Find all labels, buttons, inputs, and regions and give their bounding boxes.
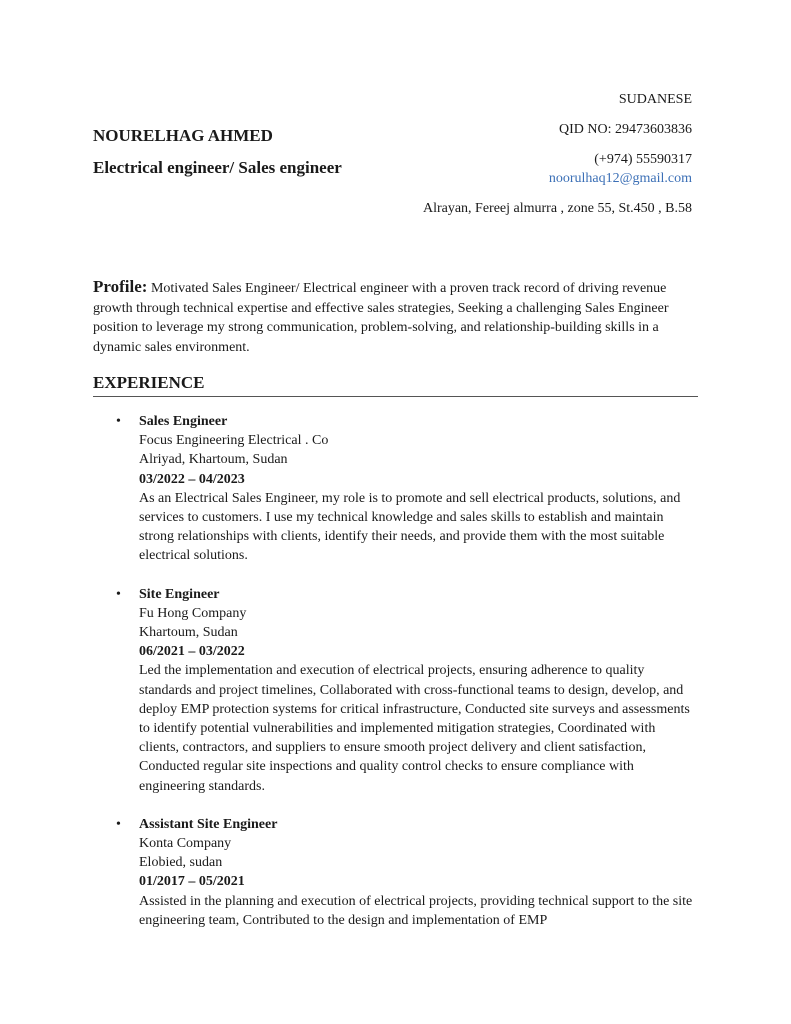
- candidate-name: NOURELHAG AHMED: [93, 126, 273, 145]
- job-title: Site Engineer: [139, 586, 220, 602]
- job-company: Konta Company: [139, 836, 232, 852]
- experience-list: [116, 412, 698, 949]
- bullet-icon: •: [116, 414, 121, 429]
- job-dates: 01/2017 – 05/2021: [139, 874, 245, 890]
- phone-number: (+974) 55590317: [594, 152, 692, 167]
- nationality: SUDANESE: [618, 92, 692, 107]
- job-description: Assisted in the planning and execution of electrical projects, providing technical support to the site engineering team, Contributed to the design and implementation of EMP: [139, 893, 693, 928]
- profile-label: Profile:: [93, 277, 148, 296]
- job-item: [116, 815, 698, 930]
- job-dates: 06/2021 – 03/2022: [139, 644, 245, 660]
- job-company: Fu Hong Company: [139, 605, 247, 621]
- job-company: Focus Engineering Electrical . Co: [139, 433, 329, 449]
- header-left: [93, 124, 342, 180]
- profile-section: [93, 277, 698, 357]
- bullet-icon: •: [116, 816, 121, 832]
- contact-block: [412, 90, 692, 218]
- candidate-role: Electrical engineer/ Sales engineer: [93, 158, 342, 177]
- job-title: Assistant Site Engineer: [139, 816, 278, 832]
- experience-heading: EXPERIENCE: [93, 372, 698, 397]
- address: Alrayan, Fereej almurra , zone 55, St.450 , B.58: [422, 201, 692, 216]
- qid-number: QID NO: 29473603836: [559, 122, 692, 137]
- job-title: Sales Engineer: [139, 414, 228, 429]
- job-item: [116, 412, 698, 566]
- job-dates: 03/2022 – 04/2023: [139, 471, 245, 487]
- bullet-icon: •: [116, 586, 121, 602]
- job-location: Khartoum, Sudan: [139, 625, 238, 641]
- job-description: Led the implementation and execution of electrical projects, ensuring adherence to quality standards and project timelines, Collaborated with cross-functional teams to design, develop, and deploy EMP protection systems for critical infrastructure, Conducted site surveys and assessments to identify potential vulnerabilities and implemented mitigation strategies, Coordinated with clients, contractors, and suppliers to ensure smooth project delivery and client satisfaction, Conducted regular site inspections and quality control checks to ensure compliance with engineering standards.: [139, 663, 690, 794]
- job-item: [116, 585, 698, 796]
- job-description: As an Electrical Sales Engineer, my role is to promote and sell electrical products, solutions, and services to customers. I use my technical knowledge and sales skills to establish and maintain strong relationships with clients, identify their needs, and provide them with the most suitable electrical solutions.: [139, 490, 681, 564]
- job-location: Elobied, sudan: [139, 855, 223, 871]
- email-link[interactable]: noorulhaq12@gmail.com: [548, 171, 692, 186]
- job-location: Alriyad, Khartoum, Sudan: [139, 452, 288, 468]
- profile-text: Motivated Sales Engineer/ Electrical engineer with a proven track record of driving revenue growth through technical expertise and effective sales strategies, Seeking a challenging Sales Engineer position to leverage my strong communication, problem-solving, and relationship-building skills in a dynamic sales environment.: [93, 281, 669, 355]
